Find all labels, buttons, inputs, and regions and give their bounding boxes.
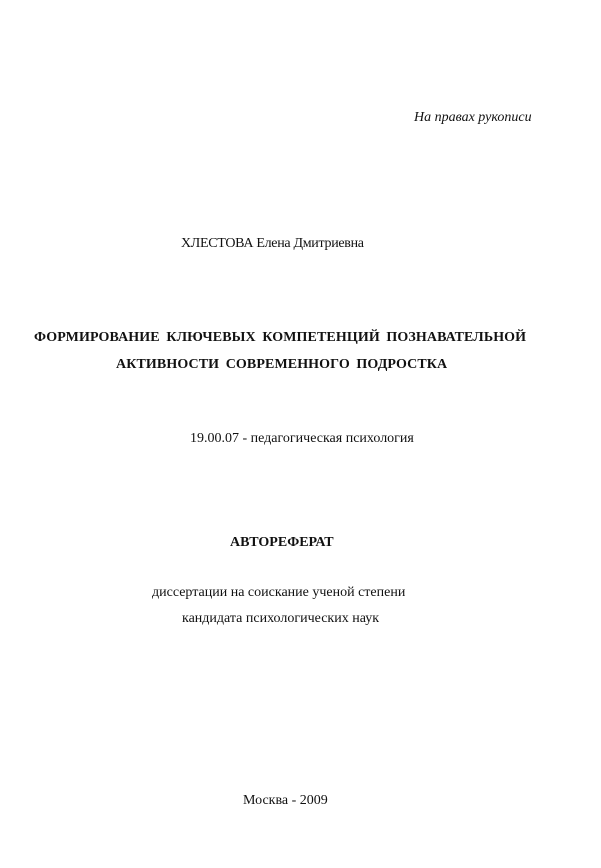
- purpose-line-2: кандидата психологических наук: [182, 611, 379, 626]
- title-line-2: АКТИВНОСТИ СОВРЕМЕННОГО ПОДРОСТКА: [116, 357, 448, 372]
- purpose-line-1: диссертации на соискание ученой степени: [152, 585, 406, 600]
- city-year: Москва - 2009: [243, 793, 328, 808]
- author-name: ХЛЕСТОВА Елена Дмитриевна: [181, 236, 364, 251]
- title-line-1: ФОРМИРОВАНИЕ КЛЮЧЕВЫХ КОМПЕТЕНЦИЙ ПОЗНАВАТЕЛЬНОЙ: [34, 330, 527, 345]
- document-type: АВТОРЕФЕРАТ: [230, 535, 334, 550]
- specialty-code: 19.00.07 - педагогическая психология: [190, 431, 414, 446]
- rights-note: На правах рукописи: [414, 110, 532, 125]
